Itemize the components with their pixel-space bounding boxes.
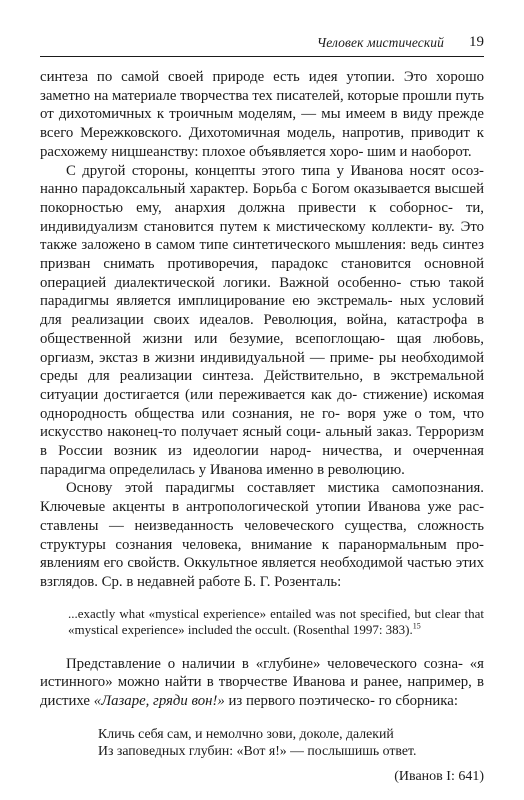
text-line: альный заказ. Терроризм в России возник из идеологии народ- [40,424,485,460]
text-line: нанно парадоксальный характер. Борьба с Богом оказывается [40,181,431,198]
text-line: воря уже о том, что искусство наконец-то получает ясный соци- [40,405,485,441]
running-title: Человек мистический [316,35,444,50]
text-line: приводит к расхожему ницшеанству: плохое объявляется хоро- [40,125,484,160]
text-line: стижение) искомая однородность общества или сознания, не го- [40,386,484,422]
text-line: путь от дихотомичных к троичным моделям, — мы имеем в виду [40,87,484,123]
text-line: ры необходимой среды для реализации синтеза. Действительно, [40,349,485,385]
verse-citation: (Иванов I: 641) [394,768,484,784]
text-line: ставлены — неизведанность человеческого существа, сложность [40,517,484,534]
text-line: прежде всего Мережковского. Дихотомичная модель, напротив, [40,106,484,142]
text-line: явлениям его свойств. Оккультное является необходимой частью [40,555,452,572]
text-line: этих взглядов. Ср. в недавней работе Б. Г. Розенталь: [40,555,484,590]
text-line: ных условий для реализации своих идеалов. Революция, война, [40,293,485,329]
verse-block [98,725,484,760]
text-line: шим и наоборот. [367,143,472,160]
paragraph-2 [40,162,484,480]
text-line: стью такой парадигмы является имплицирование ею экстремаль- [40,274,484,310]
text-line: Основу этой парадигмы составляет мистика самопознания. [66,480,484,497]
text-line: С другой стороны, концепты этого типа у Иванова носят осоз- [66,162,484,179]
text-line: щая любовь, оргиазм, экстаз в жизни индивидуальной — приме- [40,330,485,366]
page-number: 19 [469,34,484,50]
paragraph-4 [40,655,484,711]
text-line: ву. Это также заложено в самом типе синтетического мышления: [40,218,485,254]
text-line: например, в дистихе [40,674,484,710]
text-line: заметно на материале творчества тех писателей, которые прошли [40,87,452,104]
text-line: в экстремальной ситуации достигается (или переживается как до- [40,368,484,403]
text-line: из первого поэтическо- [224,693,375,710]
text-line: «я истинного» можно найти в творчестве Иванова и ранее, [40,655,484,691]
text-line: синтеза по самой своей природе есть идея утопии. Это хорошо [40,69,484,85]
text-line: го сборника: [378,693,458,710]
footnote-marker: 15 [412,621,421,631]
text-line: ти, индивидуализм становится путем к мистическому коллекти- [40,199,484,235]
text-line: высшей покорностью ему, анархия должна привести к соборнос- [40,181,484,216]
paragraph-1 [40,68,484,162]
block-quote [68,606,484,639]
page-body [40,68,484,787]
text-line: в революцию. [317,461,405,478]
page-header [40,34,484,57]
text-line: структуры сознания человека, внимание к паранормальным про- [40,536,484,553]
text-line: катастрофа в общественной жизни или безумие, всепоглощаю- [40,312,485,347]
verse-line: Кличь себя сам, и немолчно зови, доколе, далекий [98,725,394,741]
poem-title: «Лазаре, гряди вон!» [93,693,225,710]
paragraph-3 [40,479,484,591]
text-line: основной операцией диалектической логики. Важной особенно- [40,256,485,291]
text-line: ничества, и очерченная парадигма определилась у Иванова именно [40,443,484,478]
text-line: Ключевые акценты в антропологической утопии Иванова уже рас- [40,499,484,516]
verse-line: Из заповедных глубин: «Вот я!» — послышишь ответ. [98,743,417,759]
quote-text: ...exactly what «mystical experience» entailed was not specified, but clear that «mystical experience» included the occult. (Rosenthal 1997: 383). [68,605,484,638]
text-line: ведь синтез призван снимать противоречия, парадокс становится [40,237,484,273]
text-line: Представление о наличии в «глубине» человеческого созна- [66,655,463,672]
